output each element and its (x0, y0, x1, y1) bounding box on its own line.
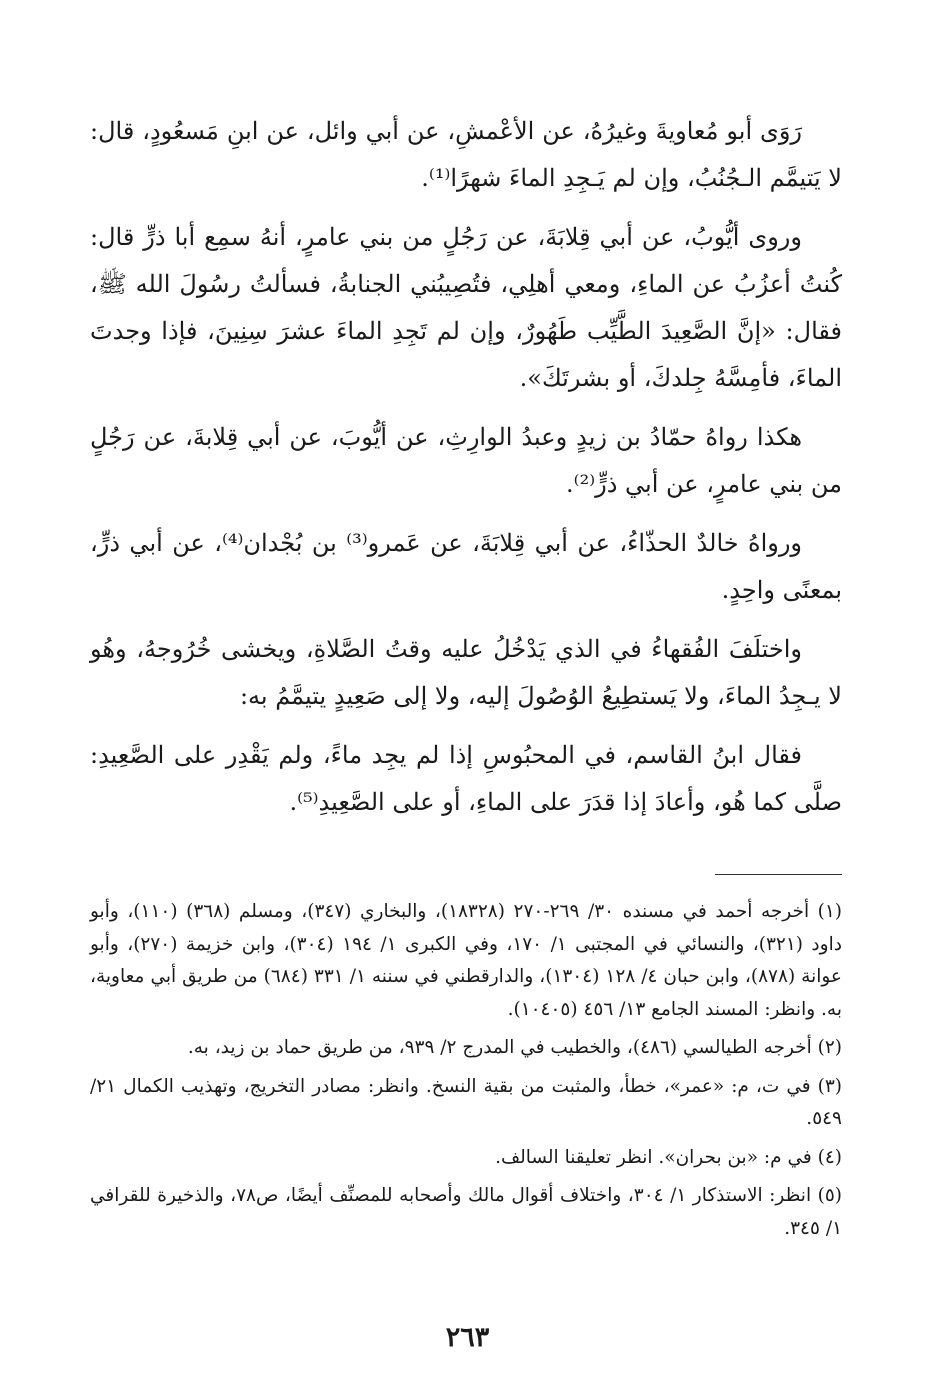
footnote-separator (715, 874, 842, 875)
main-text (90, 108, 842, 838)
paragraph: هكذا رواهُ حمّادُ بن زيدٍ وعبدُ الوارِثِ، عن أيُّوبَ، عن أبي قِلابةَ، عن رَجُلٍ من بني عامرٍ، عن أبي ذرٍّ⁽²⁾. (90, 423, 842, 498)
footnote: (٢) أخرجه الطيالسي (٤٨٦)، والخطيب في المدرج ٢/ ٩٣٩، من طريق حماد بن زيد، به. (187, 1037, 842, 1058)
footnote: (٤) في م: «بن بحران». انظر تعليقنا السالف. (495, 1146, 842, 1168)
footnote: (٣) في ت، م: «عمر»، خطأ، والمثبت من بقية النسخ. وانظر: مصادر التخريج، وتهذيب الكمال ٢١/ ٥٤٩. (90, 1075, 842, 1129)
paragraph: وروى أيُّوبُ، عن أبي قِلابَةَ، عن رَجُلٍ من بني عامرٍ، أنهُ سمِع أبا ذرٍّ قال: كُنتُ أعزُبُ عن الماءِ، ومعي أهلِي، فتُصِيبُني الجنابةُ، فسألتُ رسُولَ الله ﷺ، فقال: «إنَّ الصَّعِيدَ الطَّيِّب طَهُورٌ، وإن لم تَجِدِ الماءَ عشرَ سِنِينَ، فإذا وجدتَ الماءَ، فأمِسَّهُ جِلدكَ، أو بشرتَكَ». (90, 223, 842, 392)
footnote: (١) أخرجه أحمد في مسنده ٣٠/ ٢٦٩-٢٧٠ (١٨٣٢٨)، والبخاري (٣٤٧)، ومسلم (٣٦٨) (١١٠)، وأبو داود (٣٢١)، والنسائي في المجتبى ١/ ١٧٠، وفي الكبرى ١/ ١٩٤ (٣٠٤)، وابن خزيمة (٢٧٠)، وأبو عوانة (٨٧٨)، وابن حبان ٤/ ١٢٨ (١٣٠٤)، والدارقطني في سننه ١/ ٣٣١ (٦٨٤) من طريق أبي معاوية، به. وانظر: المسند الجامع ١٣/ ٤٥٦ (١٠٤٠٥). (90, 901, 843, 1020)
paragraph: واختلَفَ الفُقهاءُ في الذي يَدْخُلُ عليه وقتُ الصَّلاةِ، ويخشى خُرُوجهُ، وهُو لا يـجِدُ الماءَ، ولا يَستطِيعُ الوُصُولَ إليه، ولا إلى صَعِيدٍ يتيمَّمُ به: (90, 635, 842, 710)
paragraph: رَوَى أبو مُعاويةَ وغيرُهُ، عن الأعْمشِ، عن أبي وائل، عن ابنِ مَسعُودٍ، قال: لا يَتيمَّم الـجُنُبُ، وإن لم يَـجِدِ الماءَ شهرًا⁽¹⁾. (90, 117, 842, 192)
footnote: (٥) انظر: الاستذكار ١/ ٣٠٤، واختلاف أقوال مالك وأصحابه للمصنِّف أيضًا، ص٧٨، والذخيرة للقرافي ١/ ٣٤٥. (90, 1185, 842, 1239)
paragraph: ورواهُ خالدٌ الحذّاءُ، عن أبي قِلابَةَ، عن عَمرو⁽³⁾ بن بُجْدان⁽⁴⁾، عن أبي ذرٍّ، بمعنًى واحِدٍ. (90, 529, 842, 604)
footnotes (90, 896, 842, 1251)
page-number: ٢٦٣ (445, 1322, 490, 1353)
paragraph: فقال ابنُ القاسم، في المحبُوسِ إذا لم يجِد ماءً، ولم يَقْدِر على الصَّعِيدِ: صلَّى كما هُو، وأعادَ إذا قدَرَ على الماءِ، أو على الصَّعِيدِ⁽⁵⁾. (90, 741, 842, 816)
